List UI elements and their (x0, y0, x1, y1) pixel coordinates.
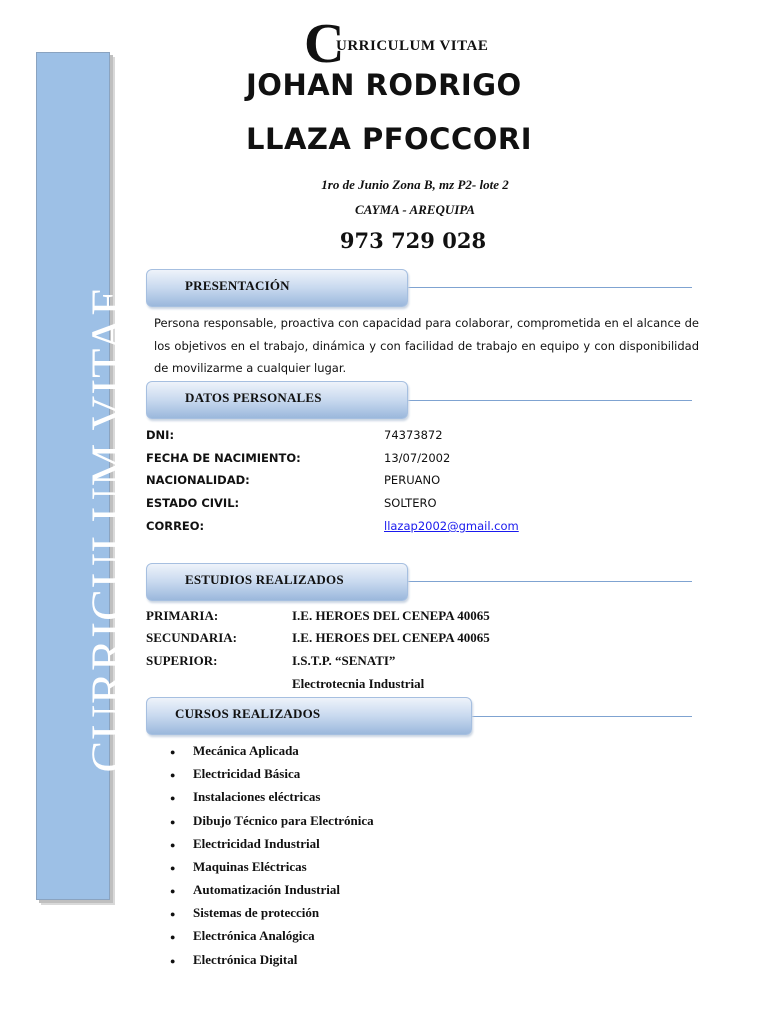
course-name: Automatización Industrial (193, 882, 340, 897)
bullet-icon: ● (170, 817, 176, 827)
study-value: I.S.T.P. “SENATI” (292, 653, 396, 668)
bullet-icon: ● (170, 886, 176, 896)
bullet-icon: ● (170, 840, 176, 850)
course-name: Maquinas Eléctricas (193, 859, 307, 874)
sidebar-vertical-title: CURRICULUM VITAE (82, 285, 135, 773)
course-name: Instalaciones eléctricas (193, 789, 321, 804)
section-rule (406, 581, 692, 582)
section-header-estudios (146, 563, 408, 601)
section-rule (406, 400, 692, 401)
field-label: CORREO: (146, 519, 205, 533)
section-title: PRESENTACIÓN (185, 278, 290, 293)
list-item (170, 952, 297, 968)
section-header-presentacion (146, 269, 408, 307)
sidebar-banner (36, 52, 135, 900)
bullet-icon: ● (170, 909, 176, 919)
list-item (170, 743, 299, 759)
list-item (170, 789, 320, 805)
field-value: 13/07/2002 (384, 451, 451, 465)
course-name: Electricidad Básica (193, 766, 301, 781)
email-field (384, 519, 519, 533)
name-line-1: JOHAN RODRIGO (246, 68, 522, 102)
address-line-2: CAYMA - AREQUIPA (355, 202, 475, 217)
study-label: SECUNDARIA: (146, 630, 238, 645)
section-rule (406, 287, 692, 288)
cv-heading-rest: URRICULUM VITAE (336, 38, 489, 54)
email-link[interactable]: llazap2002@gmail.com (384, 519, 519, 533)
section-rule (470, 716, 692, 717)
bullet-icon: ● (170, 770, 176, 780)
field-label: DNI: (146, 428, 175, 442)
field-label: FECHA DE NACIMIENTO: (146, 451, 301, 465)
section-title: ESTUDIOS REALIZADOS (185, 572, 344, 587)
field-label: NACIONALIDAD: (146, 473, 250, 487)
bullet-icon: ● (170, 956, 176, 966)
name-line-2: LLAZA PFOCCORI (246, 122, 533, 156)
field-value: SOLTERO (384, 496, 437, 510)
section-title: DATOS PERSONALES (185, 390, 322, 405)
bullet-icon: ● (170, 747, 176, 757)
section-header-datos (146, 381, 408, 419)
list-item (170, 836, 320, 852)
study-value: Electrotecnia Industrial (292, 676, 425, 691)
list-item (170, 882, 340, 898)
section-header-cursos (146, 697, 472, 735)
course-name: Electricidad Industrial (193, 836, 320, 851)
bullet-icon: ● (170, 793, 176, 803)
cv-heading-initial: C (304, 13, 345, 75)
study-label: PRIMARIA: (146, 608, 219, 623)
list-item (170, 928, 315, 944)
course-name: Mecánica Aplicada (193, 743, 299, 758)
list-item (170, 905, 319, 921)
study-value: I.E. HEROES DEL CENEPA 40065 (292, 630, 490, 645)
address-line-1: 1ro de Junio Zona B, mz P2- lote 2 (321, 177, 509, 192)
section-title: CURSOS REALIZADOS (175, 706, 321, 721)
course-name: Electrónica Digital (193, 952, 298, 967)
course-name: Electrónica Analógica (193, 928, 315, 943)
study-label: SUPERIOR: (146, 653, 218, 668)
field-label: ESTADO CIVIL: (146, 496, 240, 510)
list-item (170, 859, 307, 875)
list-item (170, 813, 374, 829)
presentation-text: Persona responsable, proactiva con capacidad para colaborar, comprometida en el alcance de los objetivos en el trabajo, dinámica y con facilidad de trabajo en equipo y con disponibilidad de movilizarme a cualquier lugar. (154, 316, 699, 375)
phone-number: 973 729 028 (339, 228, 487, 253)
bullet-icon: ● (170, 863, 176, 873)
list-item (170, 766, 300, 782)
field-value: PERUANO (384, 473, 441, 487)
course-name: Dibujo Técnico para Electrónica (193, 813, 374, 828)
course-name: Sistemas de protección (193, 905, 320, 920)
bullet-icon: ● (170, 932, 176, 942)
field-value: 74373872 (384, 428, 443, 442)
cv-heading (300, 13, 530, 75)
study-value: I.E. HEROES DEL CENEPA 40065 (292, 608, 490, 623)
